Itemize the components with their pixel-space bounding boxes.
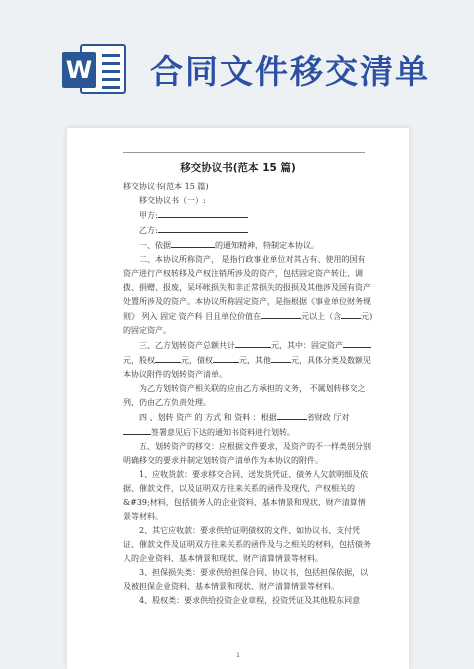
blank-line [271,353,291,363]
party-b-line [123,223,373,238]
document-body [123,180,373,608]
blank-line [277,410,307,420]
clause-text: 二、本协议所称资产， 是指行政事业单位对其占有、使用的国有资产进行产权转移及产权注销所涉及的资产，包括固定资产转让、调拨、捐赠、报废，呆坏帐损失和非正常损失的报损及其他涉及国有资产处置所涉及的资产。本协议所称固定资产，是指根据《事业单位财务规则》 列入 固定 资产科 目且单位价值在 [123,255,371,321]
clause-text: 元)的固定资产。 [123,312,373,335]
clause-5-2: 2、其它应收款：要求供给证明债权的文件、如协议书、支付凭证、催款文件及证明双方往来关系的函件及与之相关的材料，包括债务人的企业资料、基本情景和现状、财产清算情景等材料。 [123,526,371,563]
clause-1 [123,238,373,253]
clause-4 [123,410,373,440]
blank-line [213,353,239,363]
party-a-line [123,208,373,223]
clause-text: 签署意见后下达的通知书资料进行划转。 [151,428,295,437]
blank-line [155,353,181,363]
blank-line [261,309,301,319]
clause-text: 省财政 厅对 [306,413,350,422]
clause-text: 元以上（含 [301,312,342,321]
body-line: 移交协议书(范本 15 篇) [123,182,209,191]
clause-5-1: 1、应收货款：要求移交合同、送发货凭证、债务人欠款明细及依据、催款文件，以及证明双方往来关系的函件及现代、产权相关的&#39;材料，包括债务人的企业资料、基本情景和现状、财产清算情景等材料。 [123,470,369,521]
clause-text: 一、依据 [139,241,171,250]
blank-line [341,309,361,319]
clause-text: 四 、划转 资产 的 方式 和 资料 ：根据 [139,413,277,422]
clause-text: 元，具体分类及数额见本协议附件的划转资产清单。 [123,356,371,379]
word-icon [62,40,132,98]
blank-line [171,238,215,248]
clause-text: 三、乙方划转资产总额共计 [139,341,235,350]
party-a-label: 甲方: [139,211,158,220]
word-logo-badge: W [62,52,96,88]
blank-line [158,208,248,218]
clause-text: 的通知精神，特制定本协议。 [215,241,319,250]
clause-text: 元，股权 [123,356,155,365]
clause-text: 元，债权 [181,356,213,365]
clause-text: 元，其他 [239,356,271,365]
blank-line [235,338,271,348]
page-number: 1 [236,652,240,659]
clause-5-3: 3、担保损失类：要求供给担保合同、协议书，包括担保依据，以及被担保企业资料、基本情景和现状、财产清算情景等材料。 [123,568,369,591]
header-rule [123,152,365,153]
clause-2 [123,253,373,338]
header-banner [0,0,474,108]
party-b-label: 乙方: [139,226,158,235]
clause-5-4: 4、股权类：要求供给投资企业章程，投资凭证及其他股东同意 [139,596,361,605]
body-line: 移交协议书（一）: [139,196,206,205]
banner-title: 合同文件移交清单 [150,52,430,91]
clause-text: 元，其中：固定资产 [271,341,343,350]
document-title: 移交协议书(范本 15 篇) [180,162,296,174]
clause-3 [123,338,373,382]
blank-line [343,338,371,348]
clause-5: 五、划转资产的移交：应根据文件要求，及资产的不一样类别分别明确移交的要求并制定划转资产清单作为本协议的附件。 [123,442,371,465]
blank-line [123,425,151,435]
document-page [67,128,409,669]
blank-line [158,223,248,233]
clause-3b: 为乙方划转资产相关联的应由乙方承担的义务， 不属划转移交之列，仍由乙方负责处理。 [123,384,366,407]
